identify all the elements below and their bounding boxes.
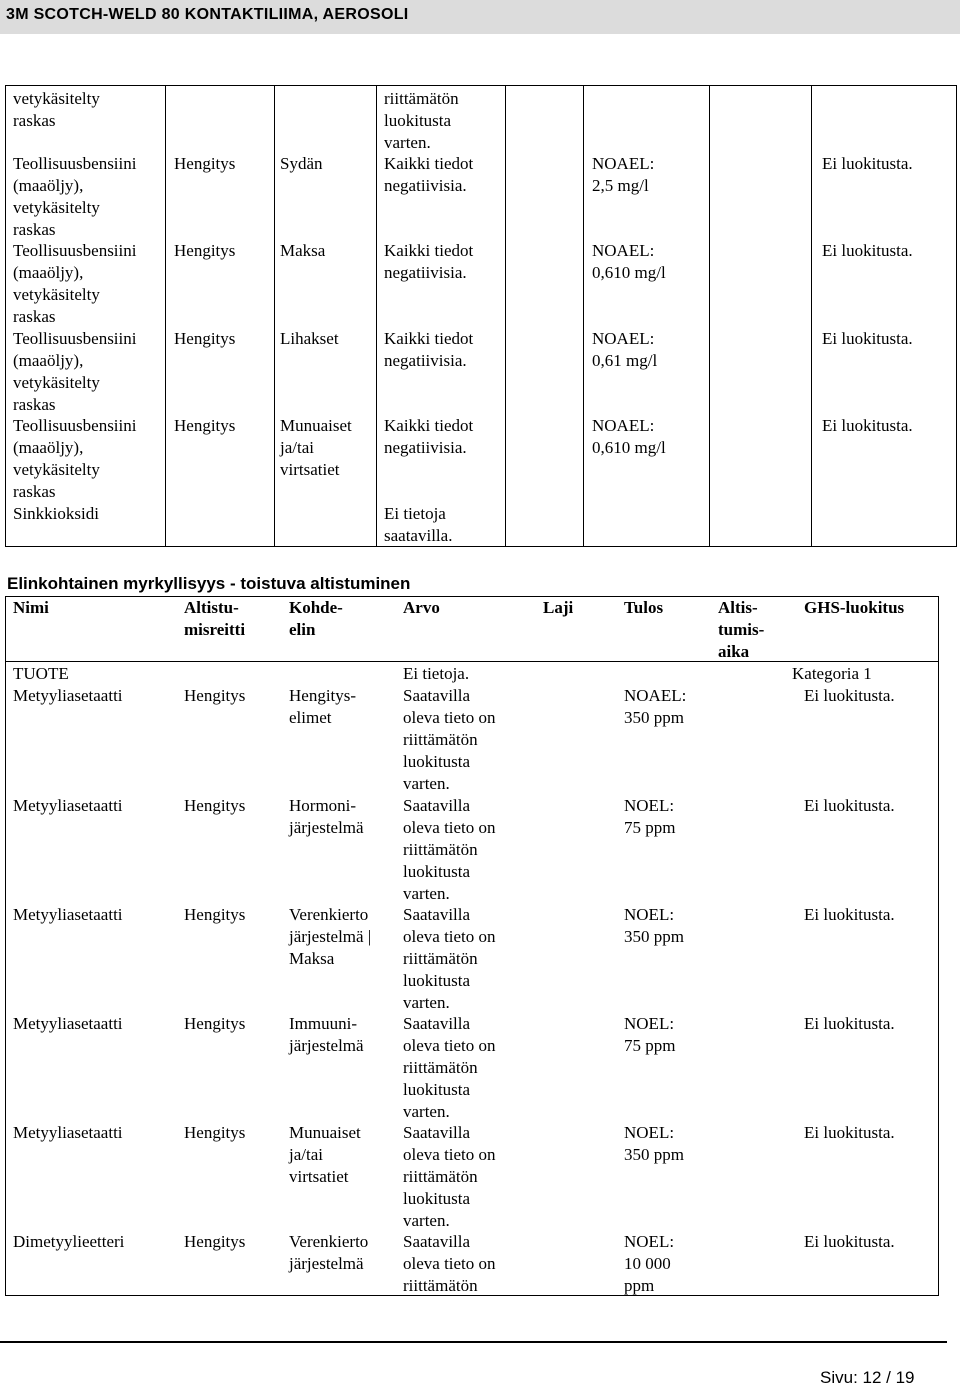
col-header-route: Altistu- misreitti <box>184 598 246 639</box>
result-cell: NOEL: 75 ppm <box>624 796 676 837</box>
result-cell: NOEL: 10 000 ppm <box>624 1232 675 1295</box>
col-header-type: Laji <box>543 598 574 617</box>
route-cell: Hengitys <box>174 154 236 173</box>
substance-name: Metyyliasetaatti <box>13 905 123 924</box>
route-cell: Hengitys <box>184 686 246 705</box>
value-cell: Kaikki tiedot negatiivisia. <box>384 241 474 282</box>
route-cell: Hengitys <box>184 1123 246 1142</box>
substance-name: Metyyliasetaatti <box>13 1123 123 1142</box>
route-cell: Hengitys <box>184 796 246 815</box>
ghs-cell: Ei luokitusta. <box>804 1123 895 1142</box>
result-cell: NOAEL: 2,5 mg/l <box>592 154 655 195</box>
page-number: Sivu: 12 / 19 <box>820 1368 915 1387</box>
organ-cell: Hormoni- järjestelmä <box>289 796 364 837</box>
value-cell: riittämätön luokitusta varten. <box>384 89 459 152</box>
result-cell: NOAEL: 0,610 mg/l <box>592 416 666 457</box>
value-cell: Saatavilla oleva tieto on riittämätön luokitusta varten. <box>403 905 496 1012</box>
product-value: Ei tietoja. <box>403 664 470 683</box>
result-cell: NOEL: 75 ppm <box>624 1014 676 1055</box>
organ-cell: Maksa <box>280 241 326 260</box>
route-cell: Hengitys <box>174 241 236 260</box>
ghs-cell: Ei luokitusta. <box>822 241 913 260</box>
organ-cell: Verenkierto järjestelmä <box>289 1232 369 1273</box>
ghs-cell: Ei luokitusta. <box>804 905 895 924</box>
substance-name: Dimetyylieetteri <box>13 1232 125 1251</box>
result-cell: NOEL: 350 ppm <box>624 1123 684 1164</box>
organ-cell: Lihakset <box>280 329 339 348</box>
value-cell: Saatavilla oleva tieto on riittämätön <box>403 1232 496 1295</box>
organ-cell: Immuuni- järjestelmä <box>289 1014 364 1055</box>
route-cell: Hengitys <box>184 1014 246 1033</box>
product-ghs: Kategoria 1 <box>792 664 872 683</box>
substance-name: Sinkkioksidi <box>13 504 99 523</box>
col-header-result: Tulos <box>624 598 664 617</box>
document-title: 3M SCOTCH-WELD 80 KONTAKTILIIMA, AEROSOLI <box>6 6 409 23</box>
value-cell: Saatavilla oleva tieto on riittämätön luokitusta varten. <box>403 1123 496 1230</box>
value-cell: Saatavilla oleva tieto on riittämätön luokitusta varten. <box>403 1014 496 1121</box>
organ-cell: Verenkierto järjestelmä | Maksa <box>289 905 372 968</box>
organ-cell: Munuaiset ja/tai virtsatiet <box>289 1123 361 1186</box>
col-header-duration: Altis- tumis- aika <box>718 598 765 661</box>
ghs-cell: Ei luokitusta. <box>822 154 913 173</box>
product-name: TUOTE <box>13 664 69 683</box>
route-cell: Hengitys <box>174 416 236 435</box>
organ-cell: Munuaiset ja/tai virtsatiet <box>280 416 352 479</box>
result-cell: NOAEL: 350 ppm <box>624 686 687 727</box>
ghs-cell: Ei luokitusta. <box>804 796 895 815</box>
col-header-organ: Kohde- elin <box>289 598 343 639</box>
col-header-name: Nimi <box>13 598 49 617</box>
substance-name: Metyyliasetaatti <box>13 1014 123 1033</box>
substance-name: vetykäsitelty raskas <box>13 89 100 130</box>
value-cell: Kaikki tiedot negatiivisia. <box>384 154 474 195</box>
substance-name: Teollisuusbensiini (maaöljy), vetykäsitelty raskas <box>13 241 137 326</box>
ghs-cell: Ei luokitusta. <box>804 686 895 705</box>
result-cell: NOEL: 350 ppm <box>624 905 684 946</box>
ghs-cell: Ei luokitusta. <box>822 329 913 348</box>
substance-name: Teollisuusbensiini (maaöljy), vetykäsitelty raskas <box>13 329 137 414</box>
value-cell: Kaikki tiedot negatiivisia. <box>384 329 474 370</box>
organ-cell: Hengitys- elimet <box>289 686 357 727</box>
route-cell: Hengitys <box>174 329 236 348</box>
result-cell: NOAEL: 0,610 mg/l <box>592 241 666 282</box>
ghs-cell: Ei luokitusta. <box>804 1014 895 1033</box>
value-cell: Saatavilla oleva tieto on riittämätön luokitusta varten. <box>403 686 496 793</box>
value-cell: Ei tietoja saatavilla. <box>384 504 453 545</box>
value-cell: Saatavilla oleva tieto on riittämätön luokitusta varten. <box>403 796 496 903</box>
header-bar <box>0 0 960 34</box>
col-header-value: Arvo <box>403 598 440 617</box>
route-cell: Hengitys <box>184 905 246 924</box>
substance-name: Teollisuusbensiini (maaöljy), vetykäsitelty raskas <box>13 154 137 239</box>
ghs-cell: Ei luokitusta. <box>804 1232 895 1251</box>
substance-name: Teollisuusbensiini (maaöljy), vetykäsitelty raskas <box>13 416 137 501</box>
ghs-cell: Ei luokitusta. <box>822 416 913 435</box>
section-title: Elinkohtainen myrkyllisyys - toistuva altistuminen <box>7 574 411 593</box>
result-cell: NOAEL: 0,61 mg/l <box>592 329 658 370</box>
organ-cell: Sydän <box>280 154 323 173</box>
route-cell: Hengitys <box>184 1232 246 1251</box>
substance-name: Metyyliasetaatti <box>13 686 123 705</box>
substance-name: Metyyliasetaatti <box>13 796 123 815</box>
footer-divider <box>0 1341 947 1343</box>
value-cell: Kaikki tiedot negatiivisia. <box>384 416 474 457</box>
col-header-ghs: GHS-luokitus <box>804 598 905 617</box>
